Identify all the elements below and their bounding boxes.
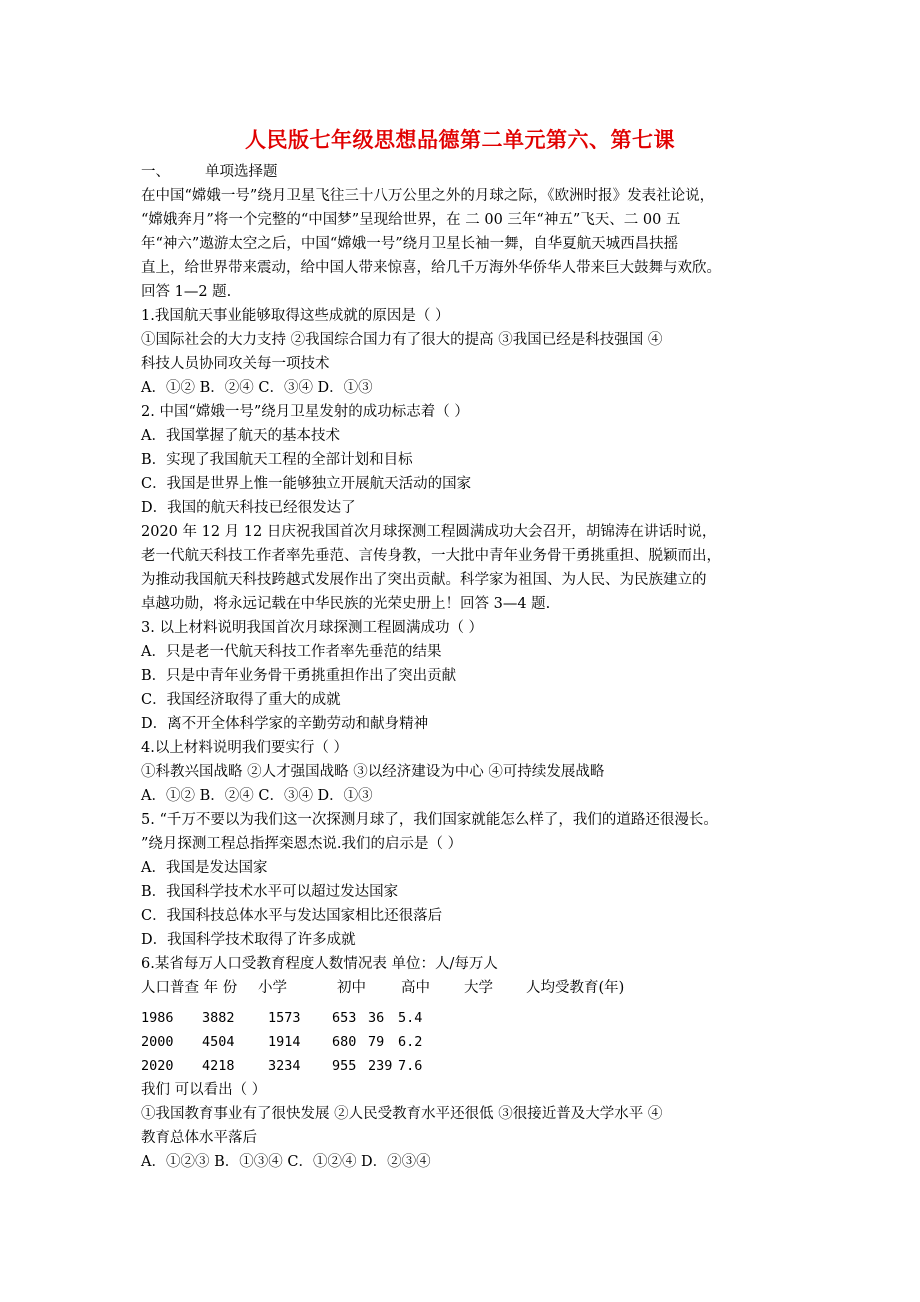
passage-line: 老一代航天科技工作者率先垂范、言传身教，一大批中青年业务骨干勇挑重担、脱颖而出， [141, 548, 721, 564]
passage-line: 回答 1—2 题. [141, 284, 232, 300]
question-options: 教育总体水平落后 [141, 1130, 257, 1146]
table-header-cell: 人口普查 年 份 [141, 980, 238, 996]
table-cell: 680 [332, 1034, 357, 1050]
table-cell: 7.6 [398, 1058, 423, 1074]
table-cell: 239 [368, 1058, 393, 1074]
choice-d: D．我国科学技术取得了许多成就 [141, 932, 356, 948]
table-cell: 1573 [268, 1010, 301, 1026]
table-cell: 5.4 [398, 1010, 423, 1026]
choice-b: B．实现了我国航天工程的全部计划和目标 [141, 452, 413, 468]
table-header-cell: 小学 [258, 980, 287, 996]
question-stem: 1.我国航天事业能够取得这些成就的原因是（ ） [141, 308, 450, 324]
passage-line: 为推动我国航天科技跨越式发展作出了突出贡献。科学家为祖国、为人民、为民族建立的 [141, 572, 707, 588]
question-2 [141, 400, 801, 520]
choice-a: A．我国掌握了航天的基本技术 [141, 428, 340, 444]
passage-line: 在中国“嫦娥一号”绕月卫星飞往三十八万公里之外的月球之际，《欧洲时报》发表社论说， [141, 188, 715, 204]
table-cell: 955 [332, 1058, 357, 1074]
choice-c: C．我国经济取得了重大的成就 [141, 692, 341, 708]
table-cell: 36 [368, 1010, 385, 1026]
section-label: 单项选择题 [205, 164, 278, 180]
choice-b: B．只是中青年业务骨干勇挑重担作出了突出贡献 [141, 668, 457, 684]
choice-b: B．我国科学技术水平可以超过发达国家 [141, 884, 399, 900]
question-stem: 3. 以上材料说明我国首次月球探测工程圆满成功（ ） [141, 620, 484, 636]
choice-c: C．我国是世界上惟一能够独立开展航天活动的国家 [141, 476, 472, 492]
table-row [141, 1054, 801, 1078]
table-cell: 2020 [141, 1058, 174, 1074]
passage-line: 直上，给世界带来震动，给中国人带来惊喜，给几千万海外华侨华人带来巨大鼓舞与欢欣。 [141, 260, 721, 276]
table-cell: 4504 [202, 1034, 235, 1050]
document-body [141, 160, 801, 1174]
table-header-cell: 高中 [401, 980, 430, 996]
education-table [141, 976, 801, 1078]
question-4 [141, 736, 801, 808]
choice-a: A．只是老一代航天科技工作者率先垂范的结果 [141, 644, 442, 660]
table-cell: 79 [368, 1034, 385, 1050]
table-cell: 4218 [202, 1058, 235, 1074]
passage-line: 2020 年 12 月 12 日庆祝我国首次月球探测工程圆满成功大会召开，胡锦涛在讲话时说， [141, 524, 717, 540]
choice-d: D．我国的航天科技已经很发达了 [141, 500, 356, 516]
table-cell: 653 [332, 1010, 357, 1026]
question-stem: 5. “千万不要以为我们这一次探测月球了，我们国家就能怎么样了，我们的道路还很漫长。 [141, 812, 718, 828]
document-title: 人民版七年级思想品德第二单元第六、第七课 [245, 127, 675, 152]
table-cell: 2000 [141, 1034, 174, 1050]
question-options: ①科教兴国战略 ②人才强国战略 ③以经济建设为中心 ④可持续发展战略 [141, 764, 605, 780]
table-header-row [141, 976, 801, 1000]
table-cell: 6.2 [398, 1034, 423, 1050]
section-heading [141, 160, 801, 184]
answer-choices: A．①② B．②④ C．③④ D．①③ [141, 380, 373, 396]
passage-line: “嫦娥奔月”将一个完整的“中国梦”呈现给世界，在 二 00 三年“神五”飞天、二 00 五 [141, 212, 681, 228]
table-cell: 3882 [202, 1010, 235, 1026]
table-row [141, 1006, 801, 1030]
passage-1 [141, 184, 801, 304]
question-options: 科技人员协同攻关每一项技术 [141, 356, 330, 372]
table-header-cell: 初中 [337, 980, 366, 996]
question-1 [141, 304, 801, 400]
passage-line: 年“神六”遨游太空之后，中国“嫦娥一号”绕月卫星长袖一舞，自华夏航天城西昌扶摇 [141, 236, 679, 252]
choice-d: D．离不开全体科学家的辛勤劳动和献身精神 [141, 716, 429, 732]
question-stem: ”绕月探测工程总指挥栾恩杰说.我们的启示是（ ） [141, 836, 463, 852]
answer-choices: A．①② B．②④ C．③④ D．①③ [141, 788, 373, 804]
question-3 [141, 616, 801, 736]
table-cell: 1914 [268, 1034, 301, 1050]
question-stem: 2. 中国“嫦娥一号”绕月卫星发射的成功标志着（ ） [141, 404, 469, 420]
answer-choices: A．①②③ B．①③④ C．①②④ D．②③④ [141, 1154, 431, 1170]
table-header-cell: 大学 [464, 980, 493, 996]
passage-2 [141, 520, 801, 616]
choice-a: A．我国是发达国家 [141, 860, 268, 876]
question-options: ①我国教育事业有了很快发展 ②人民受教育水平还很低 ③很接近普及大学水平 ④ [141, 1106, 663, 1122]
table-cell: 3234 [268, 1058, 301, 1074]
table-header-cell: 人均受教育(年) [526, 980, 625, 996]
question-stem: 6.某省每万人口受教育程度人数情况表 单位：人/每万人 [141, 956, 498, 972]
question-stem: 4.以上材料说明我们要实行（ ） [141, 740, 348, 756]
section-number: 一、 [141, 164, 170, 180]
passage-line: 卓越功勋，将永远记载在中华民族的光荣史册上！回答 3—4 题. [141, 596, 551, 612]
table-cell: 1986 [141, 1010, 174, 1026]
question-6 [141, 952, 801, 1174]
question-5 [141, 808, 801, 952]
question-followup: 我们 可以看出（ ） [141, 1082, 267, 1098]
question-options: ①国际社会的大力支持 ②我国综合国力有了很大的提高 ③我国已经是科技强国 ④ [141, 332, 663, 348]
choice-c: C．我国科技总体水平与发达国家相比还很落后 [141, 908, 443, 924]
table-row [141, 1030, 801, 1054]
